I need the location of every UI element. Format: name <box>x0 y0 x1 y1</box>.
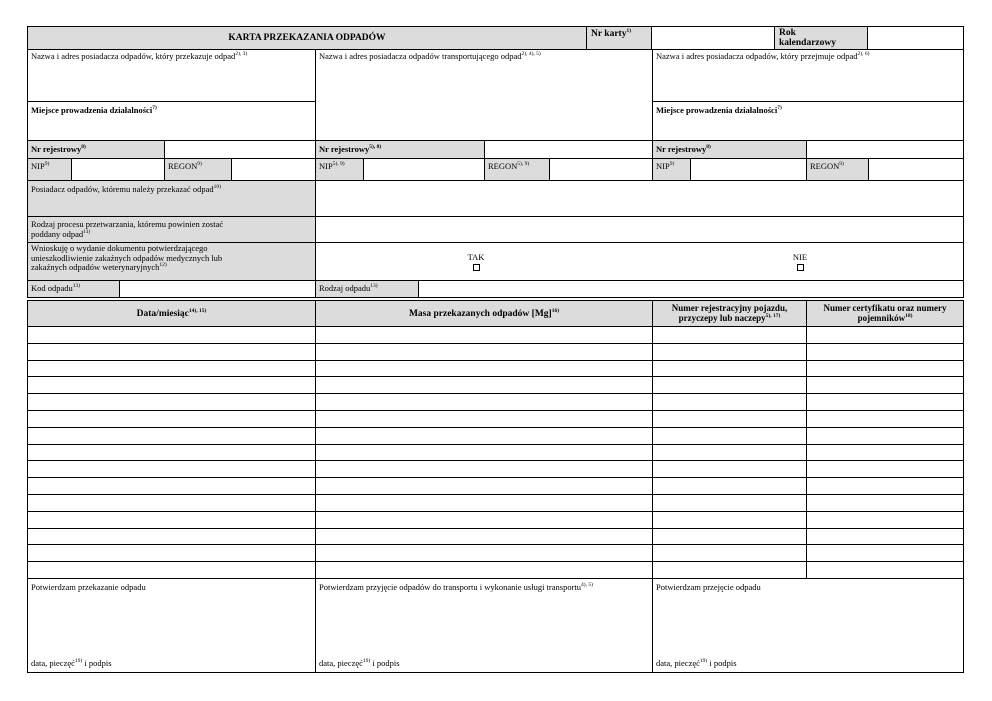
row-date-cell[interactable] <box>27 427 316 445</box>
row-cert-cell[interactable] <box>806 326 964 344</box>
col3-reg-label-cell: Nr rejestrowy$^{8)}$ <box>652 140 807 159</box>
nr-karty-label: Nr karty <box>591 29 627 39</box>
row-cert-cell[interactable] <box>806 494 964 512</box>
row-vehicle-cell[interactable] <box>652 460 807 478</box>
row-cert-cell[interactable] <box>806 511 964 529</box>
posiadacz-field[interactable] <box>315 180 964 217</box>
col3-nip-label-cell: NIP$^{9)}$ <box>652 158 691 181</box>
col2-reg-label-cell: Nr rejestrowy$^{5), 8)}$ <box>315 140 485 159</box>
col-vehicle-line1: Numer rejestracyjny pojazdu, <box>671 303 788 313</box>
row-date-cell[interactable] <box>27 326 316 344</box>
transportujacy-name-label: Nazwa i adres posiadacza odpadów transportującego odpad <box>319 51 522 61</box>
row-vehicle-cell[interactable] <box>652 326 807 344</box>
row-cert-cell[interactable] <box>806 460 964 478</box>
col-mass-label: Masa przekazanych odpadów [Mg] <box>408 309 552 319</box>
row-cert-cell[interactable] <box>806 393 964 411</box>
col3-regon-label-cell: REGON$^{9)}$ <box>806 158 869 181</box>
transportujacy-name-cell[interactable]: Nazwa i adres posiadacza odpadów transportującego odpad$^{2), 4), 5)}$ <box>315 49 653 141</box>
row-date-cell[interactable] <box>27 360 316 377</box>
row-date-cell[interactable] <box>27 561 316 579</box>
col-cert-line2: pojemników <box>857 313 906 323</box>
row-mass-cell[interactable] <box>315 444 653 461</box>
rodzaj-label: Rodzaj odpadu <box>319 283 371 293</box>
row-vehicle-cell[interactable] <box>652 528 807 545</box>
row-cert-cell[interactable] <box>806 376 964 394</box>
tak-label: TAK <box>467 252 485 262</box>
row-vehicle-cell[interactable] <box>652 393 807 411</box>
przejmujacy-place-cell[interactable]: Miejsce prowadzenia działalności$^{7)}$ <box>652 101 964 141</box>
row-cert-cell[interactable] <box>806 343 964 361</box>
przekazujacy-place-label: Miejsce prowadzenia działalności <box>31 105 153 115</box>
row-vehicle-cell[interactable] <box>652 444 807 461</box>
row-date-cell[interactable] <box>27 444 316 461</box>
row-mass-cell[interactable] <box>315 544 653 562</box>
wniosek-line3: zakaźnych odpadów weterynaryjnych <box>31 262 160 272</box>
przejmujacy-name-cell[interactable]: Nazwa i adres posiadacza odpadów, który przejmuje odpad$^{2), 6)}$ <box>652 49 964 102</box>
row-vehicle-cell[interactable] <box>652 410 807 428</box>
row-cert-cell[interactable] <box>806 528 964 545</box>
posiadacz-label: Posiadacz odpadów, któremu należy przekazać odpad <box>31 184 214 194</box>
col2-regon-label: REGON <box>488 161 518 171</box>
row-mass-cell[interactable] <box>315 376 653 394</box>
nie-checkbox[interactable] <box>797 264 804 271</box>
row-vehicle-cell[interactable] <box>652 561 807 579</box>
row-mass-cell[interactable] <box>315 393 653 411</box>
row-cert-cell[interactable] <box>806 360 964 377</box>
col1-nip-field[interactable] <box>71 158 165 181</box>
row-cert-cell[interactable] <box>806 561 964 579</box>
row-mass-cell[interactable] <box>315 528 653 545</box>
row-date-cell[interactable] <box>27 477 316 495</box>
row-vehicle-cell[interactable] <box>652 360 807 377</box>
wniosek-options-cell <box>315 242 964 281</box>
row-mass-cell[interactable] <box>315 494 653 512</box>
row-vehicle-cell[interactable] <box>652 477 807 495</box>
col3-regon-label: REGON <box>810 161 840 171</box>
table-header-cert: Numer certyfikatu oraz numery pojemników$^{18)}$ <box>806 300 964 327</box>
col3-regon-field[interactable] <box>868 158 964 181</box>
row-vehicle-cell[interactable] <box>652 511 807 529</box>
rok-field[interactable] <box>867 26 964 50</box>
col3-nip-label: NIP <box>656 161 670 171</box>
przejmujacy-name-label: Nazwa i adres posiadacza odpadów, który przejmuje odpad <box>656 51 858 61</box>
col1-nip-label: NIP <box>31 161 45 171</box>
col2-nip-field[interactable] <box>363 158 485 181</box>
wniosek-label-cell: Wnioskuję o wydanie dokumentu potwierdzającego unieszkodliwienie zakaźnych odpadów medycznych lub zakaźnych odpadów weterynaryjnych$^{12)}$ <box>27 242 316 281</box>
col1-regon-label-cell: REGON$^{9)}$ <box>164 158 232 181</box>
confirm-przekazanie-label: Potwierdzam przekazanie odpadu <box>31 582 146 592</box>
tak-checkbox[interactable] <box>473 264 480 271</box>
row-mass-cell[interactable] <box>315 326 653 344</box>
wniosek-line2: unieszkodliwienie zakaźnych odpadów medycznych lub <box>31 252 223 263</box>
col2-nip-label-cell: $NIP^{5), 9)}$ <box>315 158 364 181</box>
rodzaj-field[interactable] <box>418 280 964 298</box>
rodzaj-label-cell: Rodzaj odpadu$^{13)}$ <box>315 280 419 298</box>
row-cert-cell[interactable] <box>806 444 964 461</box>
row-vehicle-cell[interactable] <box>652 427 807 445</box>
row-mass-cell[interactable] <box>315 561 653 579</box>
row-vehicle-cell[interactable] <box>652 544 807 562</box>
form-title: KARTA PRZEKAZANIA ODPADÓW <box>228 33 386 43</box>
table-header-vehicle: Numer rejestracyjny pojazdu, przyczepy lub naczepy$^{5), 17)}$ <box>652 300 807 327</box>
rok-label: Rok <box>779 28 796 38</box>
col1-regon-field[interactable] <box>231 158 316 181</box>
rok-label-2: kalendarzowy <box>779 38 836 48</box>
col2-reg-label: Nr rejestrowy <box>319 144 370 154</box>
row-cert-cell[interactable] <box>806 410 964 428</box>
col2-reg-field[interactable] <box>484 140 653 159</box>
col3-reg-field[interactable] <box>806 140 964 159</box>
row-date-cell[interactable] <box>27 544 316 562</box>
row-date-cell[interactable] <box>27 343 316 361</box>
wniosek-line1: Wnioskuję o wydanie dokumentu potwierdzającego <box>31 243 208 253</box>
row-mass-cell[interactable] <box>315 360 653 377</box>
row-mass-cell[interactable] <box>315 460 653 478</box>
przekazujacy-name-label: Nazwa i adres posiadacza odpadów, który przekazuje odpad <box>31 51 236 61</box>
nr-karty-label-cell: Nr karty$^{1)}$ <box>586 26 652 50</box>
row-mass-cell[interactable] <box>315 343 653 361</box>
row-date-cell[interactable] <box>27 393 316 411</box>
przejmujacy-place-label: Miejsce prowadzenia działalności <box>656 105 778 115</box>
col2-nip-label: NIP <box>319 161 333 171</box>
col1-reg-label-cell: Nr rejestrowy$^{8)}$ <box>27 140 165 159</box>
row-date-cell[interactable] <box>27 376 316 394</box>
row-vehicle-cell[interactable] <box>652 343 807 361</box>
col1-reg-field[interactable] <box>164 140 316 159</box>
kod-label: Kod odpadu <box>31 283 73 293</box>
row-date-cell[interactable] <box>27 511 316 529</box>
col-date-label: Data/miesiąc <box>136 309 189 319</box>
nr-karty-field[interactable] <box>651 26 775 50</box>
table-header-date: Data/miesiąc$^{14), 15)}$ <box>27 300 316 327</box>
row-cert-cell[interactable] <box>806 477 964 495</box>
col-cert-line1: Numer certyfikatu oraz numery <box>823 303 947 313</box>
table-header-mass: Masa przekazanych odpadów $[Mg]^{16)}$ <box>315 300 653 327</box>
kod-label-cell: Kod odpadu$^{13)}$ <box>27 280 120 298</box>
row-vehicle-cell[interactable] <box>652 494 807 512</box>
col1-reg-label: Nr rejestrowy <box>31 144 82 154</box>
row-date-cell[interactable] <box>27 460 316 478</box>
form-title-cell <box>27 26 587 50</box>
nie-label: NIE <box>792 252 808 262</box>
przekazujacy-place-cell[interactable]: Miejsce prowadzenia działalności$^{7)}$ <box>27 101 316 141</box>
confirm-transport-label: Potwierdzam przyjęcie odpadów do transportu i wykonanie usługi transportu <box>319 582 582 592</box>
row-cert-cell[interactable] <box>806 427 964 445</box>
row-vehicle-cell[interactable] <box>652 376 807 394</box>
col3-reg-label: Nr rejestrowy <box>656 144 707 154</box>
row-date-cell[interactable] <box>27 410 316 428</box>
signature-line-2: data, pieczęć$^{19)}$ i podpis <box>319 658 400 668</box>
proces-field[interactable] <box>315 216 964 243</box>
signature-line-1: data, pieczęć$^{19)}$ i podpis <box>31 658 112 668</box>
col3-nip-field[interactable] <box>690 158 807 181</box>
przekazujacy-name-cell[interactable]: Nazwa i adres posiadacza odpadów, który przekazuje odpad$^{2), 3)}$ <box>27 49 316 102</box>
signature-line-3: data, pieczęć$^{19)}$ i podpis <box>656 658 737 668</box>
col-vehicle-line2: przyczepy lub naczepy <box>678 313 766 323</box>
row-mass-cell[interactable] <box>315 410 653 428</box>
row-mass-cell[interactable] <box>315 477 653 495</box>
confirm-przejecie-label: Potwierdzam przejęcie odpadu <box>656 582 761 592</box>
row-date-cell[interactable] <box>27 494 316 512</box>
confirm-przejecie-cell[interactable] <box>652 578 964 673</box>
row-mass-cell[interactable] <box>315 427 653 445</box>
proces-label-line2: poddany odpad <box>31 229 84 239</box>
col2-regon-label-cell: $REGON^{5), 9)}$ <box>484 158 550 181</box>
row-mass-cell[interactable] <box>315 511 653 529</box>
rok-label-cell <box>774 26 868 50</box>
proces-label-line1: Rodzaj procesu przetwarzania, któremu powinien zostać <box>31 219 224 229</box>
kod-field[interactable] <box>119 280 316 298</box>
col2-regon-field[interactable] <box>549 158 653 181</box>
col1-regon-label: REGON <box>168 161 198 171</box>
row-cert-cell[interactable] <box>806 544 964 562</box>
posiadacz-label-cell: Posiadacz odpadów, któremu należy przekazać odpad$^{10)}$ <box>27 180 316 217</box>
proces-label-cell: Rodzaj procesu przetwarzania, któremu powinien zostać poddany odpad$^{11)}$ <box>27 216 316 243</box>
col1-nip-label-cell: NIP$^{9)}$ <box>27 158 72 181</box>
confirm-transport-cell[interactable]: Potwierdzam przyjęcie odpadów do transportu i wykonanie usługi transportu$^{4), 5)}$ data, pieczęć$^{19)}$ i podpis <box>315 578 653 673</box>
row-date-cell[interactable] <box>27 528 316 545</box>
confirm-przekazanie-cell[interactable] <box>27 578 316 673</box>
